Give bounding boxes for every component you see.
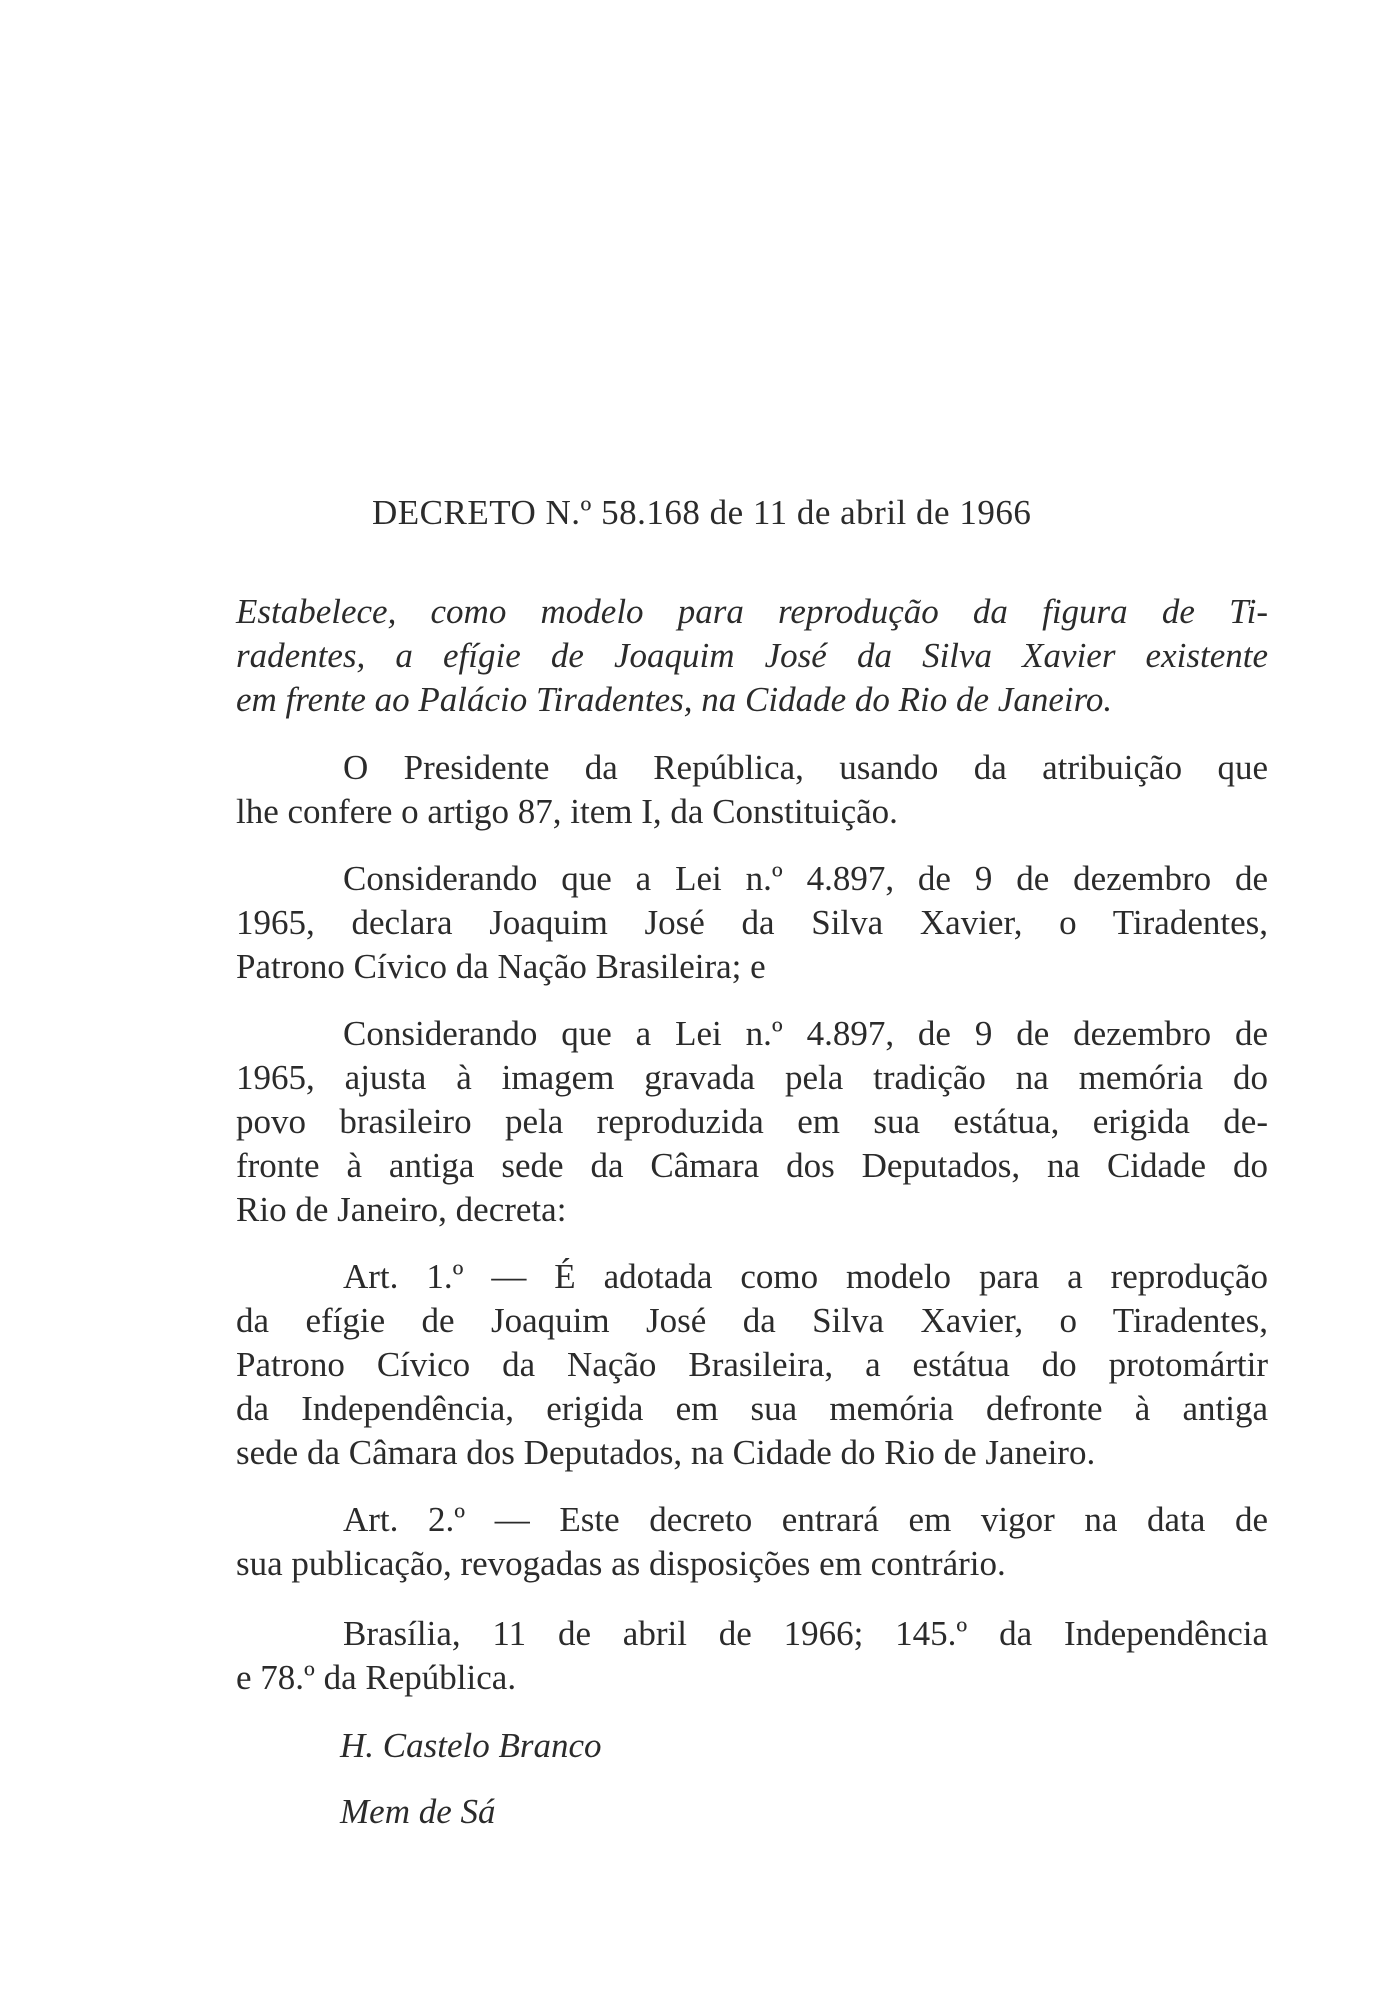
- preamble-line-1: O Presidente da República, usando da atribuição que: [343, 748, 1268, 787]
- considerando-2-line-2: 1965, ajusta à imagem gravada pela tradição na memória do: [236, 1058, 1268, 1097]
- considerando-1-line-2: 1965, declara Joaquim José da Silva Xavier, o Tiradentes,: [236, 903, 1268, 942]
- art1-line-5: sede da Câmara dos Deputados, na Cidade do Rio de Janeiro.: [236, 1433, 1096, 1472]
- summary-line-1: Estabelece, como modelo para reprodução da figura de Ti-: [236, 592, 1268, 631]
- art2-line-2: sua publicação, revogadas as disposições em contrário.: [236, 1544, 1006, 1583]
- decree-title: DECRETO N.º 58.168 de 11 de abril de 1966: [372, 493, 1032, 532]
- art1-line-1: Art. 1.º — É adotada como modelo para a reprodução: [343, 1257, 1268, 1296]
- considerando-2-line-1: Considerando que a Lei n.º 4.897, de 9 de dezembro de: [343, 1014, 1268, 1053]
- considerando-2-line-3: povo brasileiro pela reproduzida em sua estátua, erigida de-: [236, 1102, 1268, 1141]
- summary-line-3: em frente ao Palácio Tiradentes, na Cidade do Rio de Janeiro.: [236, 680, 1113, 719]
- considerando-1-line-3: Patrono Cívico da Nação Brasileira; e: [236, 947, 766, 986]
- closing-line-1: Brasília, 11 de abril de 1966; 145.º da Independência: [343, 1614, 1268, 1653]
- art1-line-3: Patrono Cívico da Nação Brasileira, a estátua do protomártir: [236, 1345, 1268, 1384]
- signature-president: H. Castelo Branco: [340, 1726, 602, 1765]
- considerando-2-line-4: fronte à antiga sede da Câmara dos Deputados, na Cidade do: [236, 1146, 1268, 1185]
- considerando-2-line-5: Rio de Janeiro, decreta:: [236, 1190, 567, 1229]
- considerando-1-line-1: Considerando que a Lei n.º 4.897, de 9 de dezembro de: [343, 859, 1268, 898]
- art2-line-1: Art. 2.º — Este decreto entrará em vigor na data de: [343, 1500, 1268, 1539]
- closing-line-2: e 78.º da República.: [236, 1658, 517, 1697]
- art1-line-2: da efígie de Joaquim José da Silva Xavier, o Tiradentes,: [236, 1301, 1268, 1340]
- art1-line-4: da Independência, erigida em sua memória defronte à antiga: [236, 1389, 1268, 1428]
- summary-line-2: radentes, a efígie de Joaquim José da Silva Xavier existente: [236, 636, 1268, 675]
- preamble-line-2: lhe confere o artigo 87, item I, da Constituição.: [236, 792, 898, 831]
- signature-minister: Mem de Sá: [340, 1792, 496, 1831]
